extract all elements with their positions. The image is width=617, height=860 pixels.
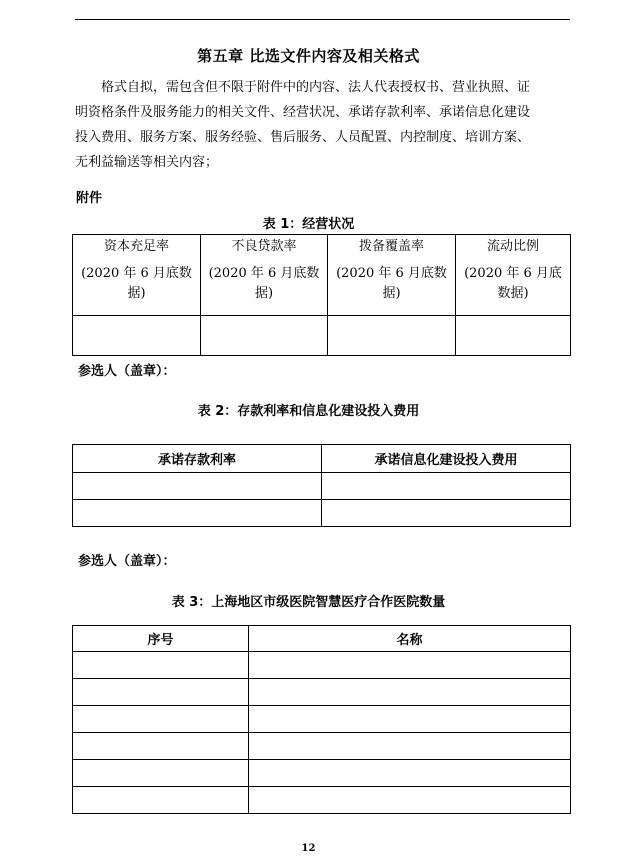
table-row bbox=[73, 626, 571, 652]
column-name: 资本充足率 bbox=[103, 239, 169, 254]
table-row bbox=[73, 235, 571, 316]
chapter-title: 第五章 比选文件内容及相关格式 bbox=[197, 47, 420, 65]
column-note: (2020 年 6 月底数据) bbox=[464, 266, 562, 301]
table-header-cell bbox=[201, 235, 328, 316]
column-name: 拨备覆盖率 bbox=[358, 239, 424, 254]
intro-line: 明资格条件及服务能力的相关文件、经营状况、承诺存款利率、承诺信息化建设 bbox=[75, 105, 531, 120]
page-number: 12 bbox=[301, 843, 316, 854]
table-row bbox=[73, 760, 571, 787]
table-cell bbox=[322, 500, 571, 527]
table-cell bbox=[73, 652, 249, 679]
table-row bbox=[73, 316, 571, 356]
table-header-cell: 承诺信息化建设投入费用 bbox=[322, 445, 571, 473]
table-row bbox=[73, 733, 571, 760]
attachment-label: 附件 bbox=[76, 191, 103, 206]
table-header-cell: 名称 bbox=[249, 626, 571, 652]
table-cell bbox=[73, 473, 322, 500]
table-cell bbox=[73, 733, 249, 760]
table-cell bbox=[456, 316, 571, 356]
header-rule bbox=[75, 19, 570, 20]
table-cell bbox=[249, 706, 571, 733]
intro-line: 无利益输送等相关内容； bbox=[75, 155, 219, 170]
table-header-cell bbox=[456, 235, 571, 316]
table3-caption: 表 3：上海地区市级医院智慧医疗合作医院数量 bbox=[171, 595, 446, 610]
table-row bbox=[73, 706, 571, 733]
table-cell bbox=[249, 760, 571, 787]
table-row bbox=[73, 445, 571, 473]
table-cell bbox=[73, 787, 249, 814]
table-cell bbox=[249, 787, 571, 814]
table-cell bbox=[201, 316, 328, 356]
table-cell bbox=[328, 316, 456, 356]
table-header-cell bbox=[328, 235, 456, 316]
table-row bbox=[73, 652, 571, 679]
table-cell bbox=[73, 316, 201, 356]
deposit-rate-table bbox=[72, 444, 571, 527]
table-row bbox=[73, 787, 571, 814]
table-row bbox=[73, 679, 571, 706]
table-row bbox=[73, 473, 571, 500]
table-cell bbox=[73, 706, 249, 733]
table1-caption: 表 1：经营状况 bbox=[262, 217, 355, 232]
column-name: 不良贷款率 bbox=[231, 239, 297, 254]
column-note: (2020 年 6 月底数据) bbox=[208, 266, 320, 301]
table-header-cell bbox=[73, 235, 201, 316]
signer-label: 参选人（盖章）： bbox=[78, 364, 176, 379]
table-cell bbox=[249, 733, 571, 760]
table-row bbox=[73, 500, 571, 527]
column-note: (2020 年 6 月底数据) bbox=[336, 266, 447, 301]
signer-label: 参选人（盖章）： bbox=[78, 554, 176, 569]
table-cell bbox=[73, 679, 249, 706]
intro-line: 投入费用、服务方案、服务经验、售后服务、人员配置、内控制度、培训方案、 bbox=[75, 130, 531, 145]
table-header-cell: 序号 bbox=[73, 626, 249, 652]
column-note: (2020 年 6 月底数据) bbox=[81, 266, 192, 301]
intro-paragraph bbox=[75, 75, 567, 175]
intro-line: 格式自拟，需包含但不限于附件中的内容、法人代表授权书、营业执照、证 bbox=[101, 80, 531, 95]
table-cell bbox=[73, 500, 322, 527]
table-header-cell: 承诺存款利率 bbox=[73, 445, 322, 473]
table-cell bbox=[73, 760, 249, 787]
column-name: 流动比例 bbox=[486, 239, 539, 254]
table-cell bbox=[322, 473, 571, 500]
operations-table bbox=[72, 234, 571, 356]
table2-caption: 表 2：存款利率和信息化建设投入费用 bbox=[197, 404, 420, 419]
table-cell bbox=[249, 679, 571, 706]
hospital-count-table bbox=[72, 625, 571, 814]
table-cell bbox=[249, 652, 571, 679]
